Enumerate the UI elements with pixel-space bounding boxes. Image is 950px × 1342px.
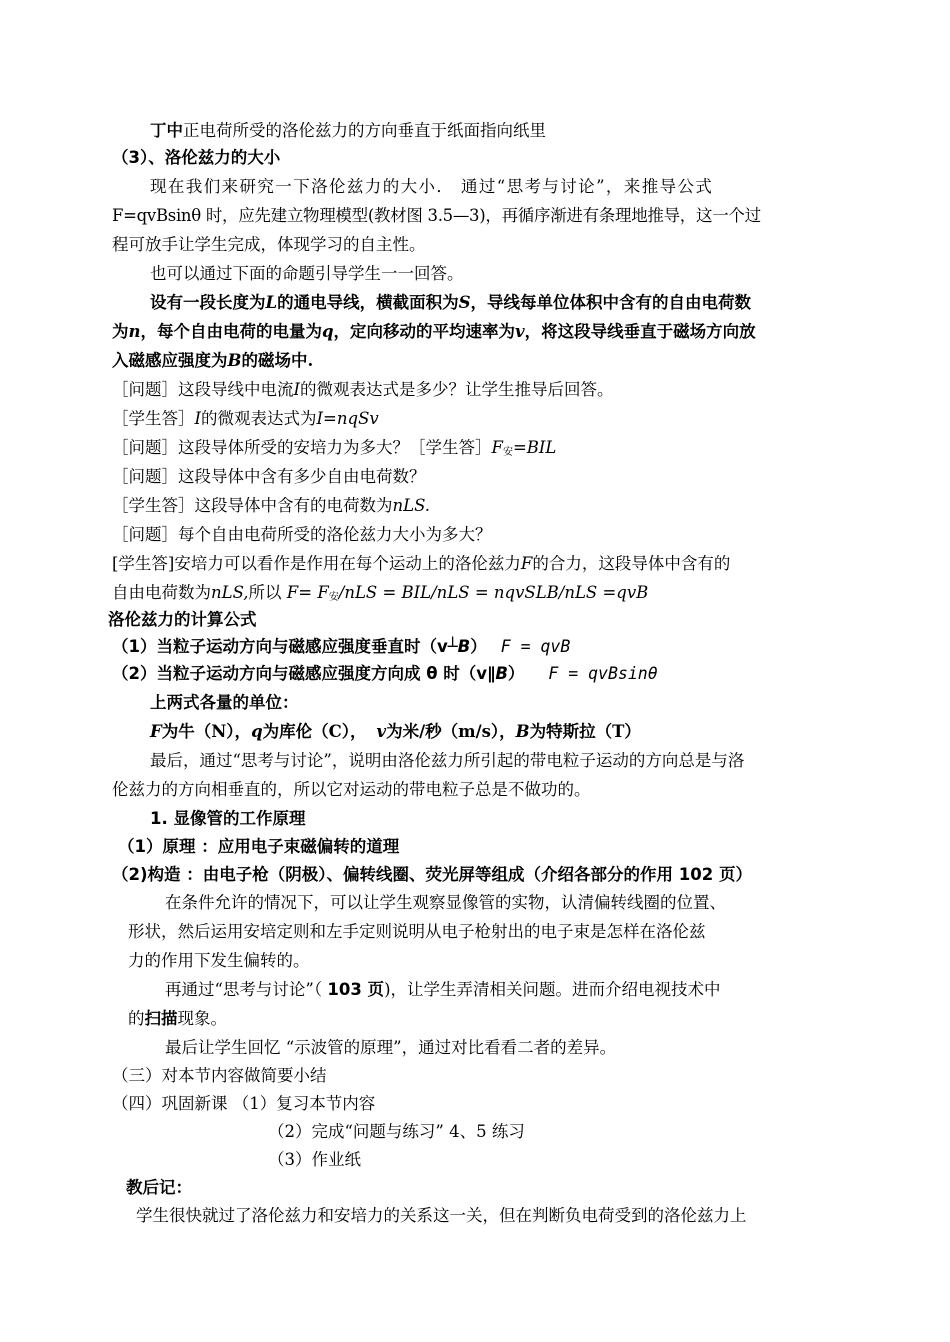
- units-heading: 上两式各量的单位：: [150, 693, 299, 712]
- answer-line: ［学生答］I的微观表达式为I=nqSv: [112, 409, 379, 428]
- paragraph-line: 最后让学生回忆 “示波管的原理”，通过对比看看二者的差异。: [165, 1038, 617, 1057]
- formula-line-perpendicular: （1）当粒子运动方向与磁感应强度垂直时（v┴B） F = qvB: [112, 637, 571, 656]
- paragraph-line: 最后，通过“思考与讨论”，说明由洛伦兹力所引起的带电粒子运动的方向总是与洛: [150, 751, 745, 770]
- section-heading-formula: 洛伦兹力的计算公式: [108, 610, 257, 629]
- step-consolidate-item: （3）作业纸: [268, 1150, 361, 1169]
- crt-principle-line: （1）原理 ：应用电子束磁偏转的道理: [118, 837, 400, 856]
- step-consolidate: （四）巩固新课 （1）复习本节内容: [112, 1094, 376, 1113]
- question-answer-line: ［问题］这段导体所受的安培力为多大？［学生答］F安=BIL: [112, 438, 557, 458]
- paragraph-line: 也可以通过下面的命题引导学生一一回答。: [150, 264, 464, 283]
- question-line: ［问题］每个自由电荷所受的洛伦兹力大小为多大？: [112, 525, 492, 544]
- text-line: 丁中正电荷所受的洛伦兹力的方向垂直于纸面指向纸里: [150, 121, 546, 140]
- units-line: F为牛（N），q为库伦（C）， v为米/秒（m/s），B为特斯拉（T）: [150, 722, 641, 741]
- formula-line-angle: （2）当粒子运动方向与磁感应强度方向成 θ 时（v∥B） F = qvBsinθ: [112, 664, 658, 683]
- paragraph-line: 程可放手让学生完成，体现学习的自主性。: [112, 235, 426, 254]
- question-line: ［问题］这段导体中含有多少自由电荷数？: [112, 467, 426, 486]
- crt-structure-line: （2)构造 ：由电子枪（阴极）、偏转线圈、荧光屏等组成（介绍各部分的作用 102 页）: [112, 865, 752, 884]
- answer-line: [学生答]安培力可以看作是作用在每个运动上的洛伦兹力F的合力，这段导体中含有的: [112, 554, 731, 573]
- reflection-line: 学生很快就过了洛伦兹力和安培力的关系这一关，但在判断负电荷受到的洛伦兹力上: [136, 1206, 747, 1225]
- step-summary: （三）对本节内容做简要小结: [112, 1066, 327, 1085]
- paragraph-line: 伦兹力的方向相垂直的，所以它对运动的带电粒子总是不做功的。: [112, 780, 591, 799]
- step-consolidate-item: （2）完成“问题与练习” 4、5 练习: [268, 1122, 525, 1141]
- paragraph-line: 的扫描现象。: [128, 1009, 227, 1028]
- premise-line: 设有一段长度为L的通电导线，横截面积为S，导线每单位体积中含有的自由电荷数: [150, 293, 752, 312]
- paragraph-line: 在条件允许的情况下，可以让学生观察显像管的实物，认清偏转线圈的位置、: [165, 893, 726, 912]
- reflection-heading: 教后记：: [126, 1178, 192, 1197]
- section-heading-crt: 1. 显像管的工作原理: [150, 809, 306, 828]
- paragraph-line: 现在我们来研究一下洛伦兹力的大小． 通过“思考与讨论”，来推导公式: [150, 177, 714, 196]
- question-line: ［问题］这段导线中电流I的微观表达式是多少？让学生推导后回答。: [112, 380, 614, 399]
- answer-line: ［学生答］这段导体中含有的电荷数为nLS.: [112, 496, 431, 515]
- section-heading-lorentz-force-magnitude: （3）、洛伦兹力的大小: [112, 148, 281, 167]
- premise-line: 入磁感应强度为B的磁场中.: [112, 351, 314, 370]
- paragraph-line: F=qvBsinθ 时，应先建立物理模型(教材图 3.5—3)，再循序渐进有条理地推导，这一个过: [112, 206, 761, 225]
- paragraph-line: 再通过“思考与讨论”（ 103 页)，让学生弄清相关问题。进而介绍电视技术中: [165, 980, 721, 999]
- premise-line: 为n，每个自由电荷的电量为q，定向移动的平均速率为v，将这段导线垂直于磁场方向放: [112, 322, 756, 341]
- answer-line: 自由电荷数为nLS,所以 F= F安/nLS = BIL/nLS = nqvSLB/nLS =qvB: [112, 583, 649, 603]
- paragraph-line: 力的作用下发生偏转的。: [128, 951, 310, 970]
- paragraph-line: 形状，然后运用安培定则和左手定则说明从电子枪射出的电子束是怎样在洛伦兹: [128, 922, 706, 941]
